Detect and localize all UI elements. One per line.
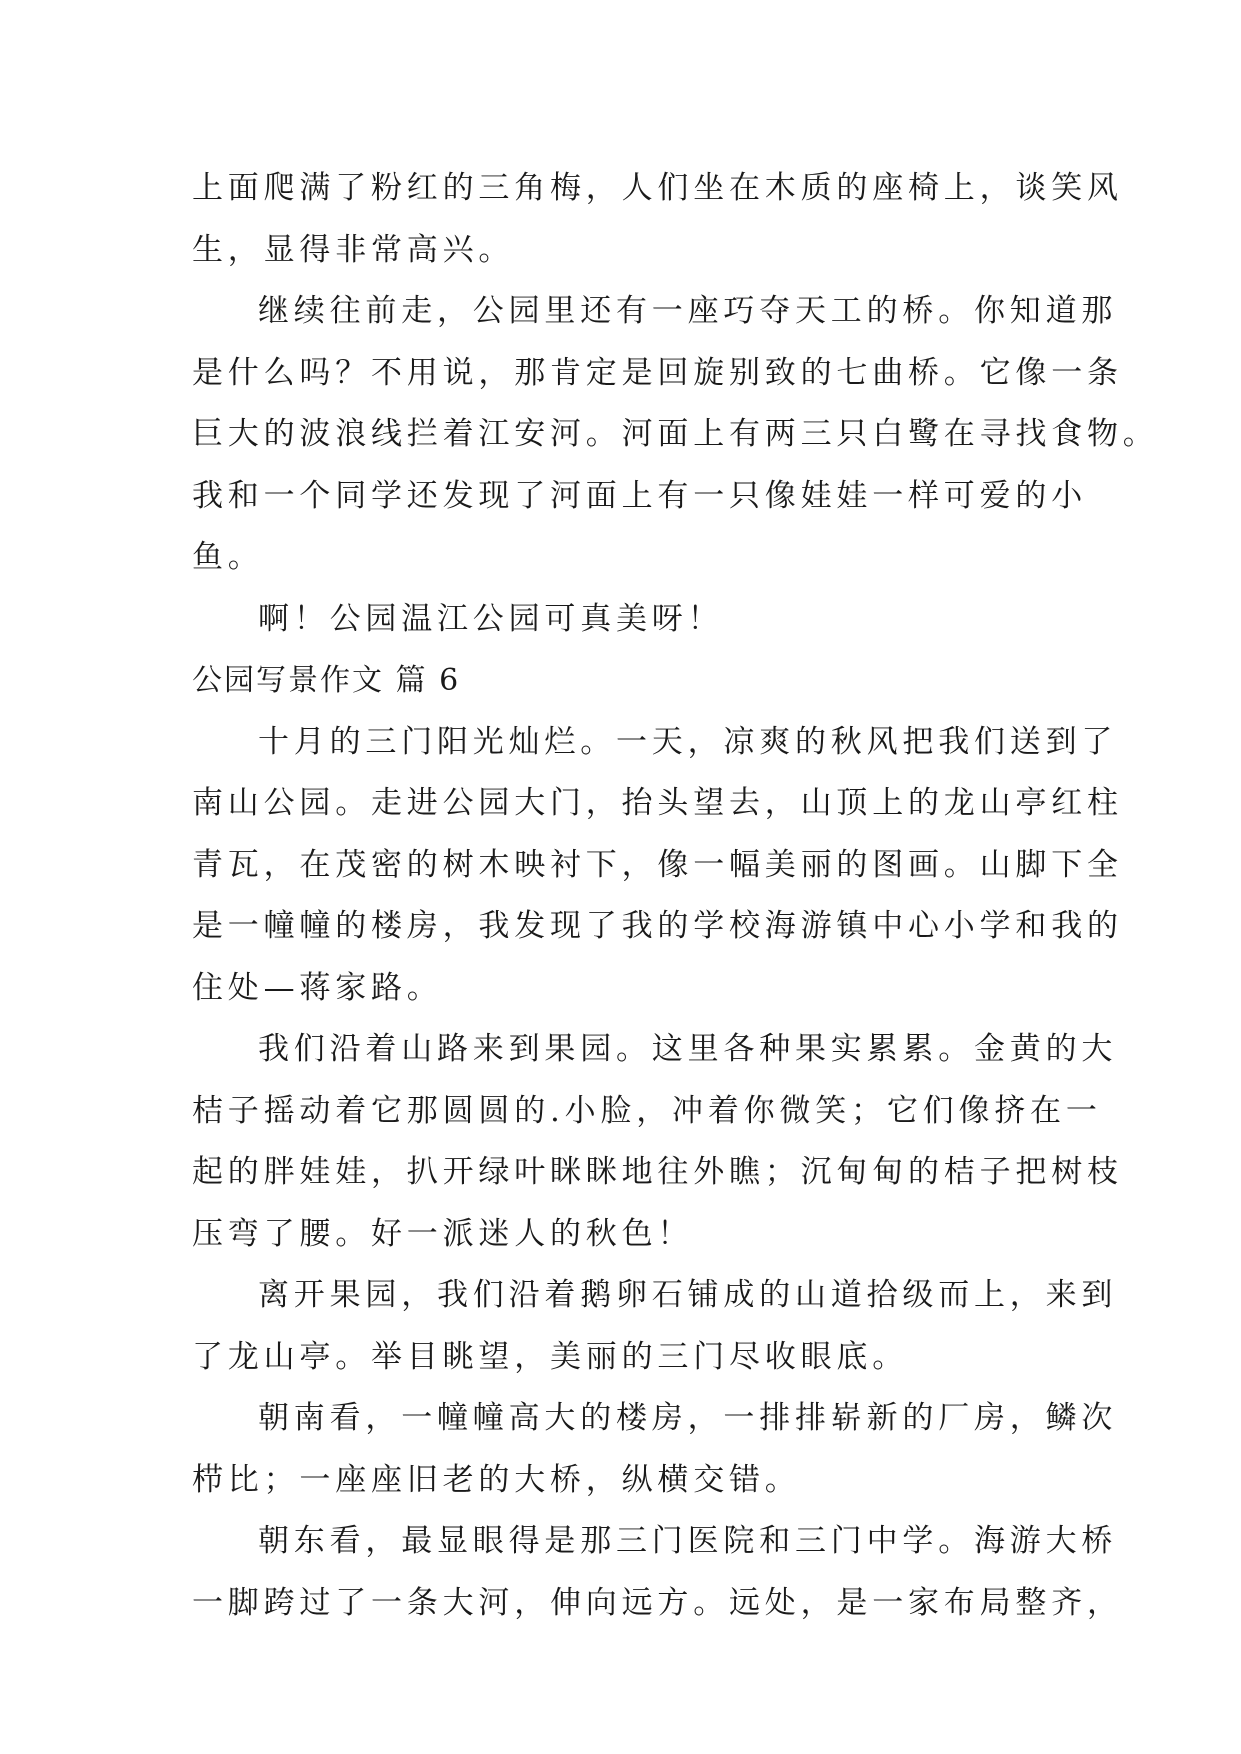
text-line: 桔子摇动着它那圆圆的.小脸，冲着你微笑；它们像挤在一 [192,1092,1102,1129]
text-line: 我和一个同学还发现了河面上有一只像娃娃一样可爱的小 [192,477,1087,514]
text-line: 巨大的波浪线拦着江安河。河面上有两三只白鹭在寻找食物。 [192,416,1159,452]
text-line: 上面爬满了粉红的三角梅，人们坐在木质的座椅上，谈笑风 [192,170,1123,206]
text-line: 起的胖娃娃，扒开绿叶眯眯地往外瞧；沉甸甸的桔子把树枝 [192,1154,1123,1190]
text-line: 继续往前走，公园里还有一座巧夺天工的桥。你知道那 [258,293,1118,329]
text-line: 青瓦，在茂密的树木映衬下，像一幅美丽的图画。山脚下全 [192,846,1123,883]
paragraph [192,1388,1118,1511]
text-line: 是一幢幢的楼房，我发现了我的学校海游镇中心小学和我的 [192,908,1123,944]
text-line: 是什么吗？不用说，那肯定是回旋别致的七曲桥。它像一条 [192,354,1123,391]
paragraph [192,158,1123,281]
text-line: 压弯了腰。好一派迷人的秋色！ [192,1215,694,1252]
text-line: 啊！公园温江公园可真美呀！ [258,600,724,637]
heading-text: 公园写景作文 篇 6 [192,663,461,698]
paragraph [192,712,1123,1020]
text-line: 了龙山亭。举目眺望，美丽的三门尽收眼底。 [192,1338,908,1375]
section-heading [192,650,1054,712]
paragraph [192,281,1159,589]
document-page [192,158,1159,1634]
text-line: 十月的三门阳光灿烂。一天，凉爽的秋风把我们送到了 [258,723,1118,760]
text-line: 朝南看，一幢幢高大的楼房，一排排崭新的厂房，鳞次 [258,1400,1118,1436]
text-line: 一脚跨过了一条大河，伸向远方。远处，是一家布局整齐， [192,1584,1123,1621]
paragraph [192,1019,1123,1265]
text-line: 离开果园，我们沿着鹅卵石铺成的山道拾级而上，来到 [258,1277,1118,1313]
text-line: 生，显得非常高兴。 [192,231,515,268]
text-line: 南山公园。走进公园大门，抬头望去，山顶上的龙山亭红柱 [192,785,1123,821]
paragraph [192,1265,1118,1388]
paragraph [192,589,1054,651]
text-line: 朝东看，最显眼得是那三门医院和三门中学。海游大桥 [258,1523,1118,1559]
text-line: 鱼。 [192,539,264,575]
text-line: 栉比；一座座旧老的大桥，纵横交错。 [192,1461,801,1498]
text-line: 住处—蒋家路。 [192,969,443,1006]
paragraph [192,1511,1123,1634]
text-line: 我们沿着山路来到果园。这里各种果实累累。金黄的大 [258,1031,1118,1067]
